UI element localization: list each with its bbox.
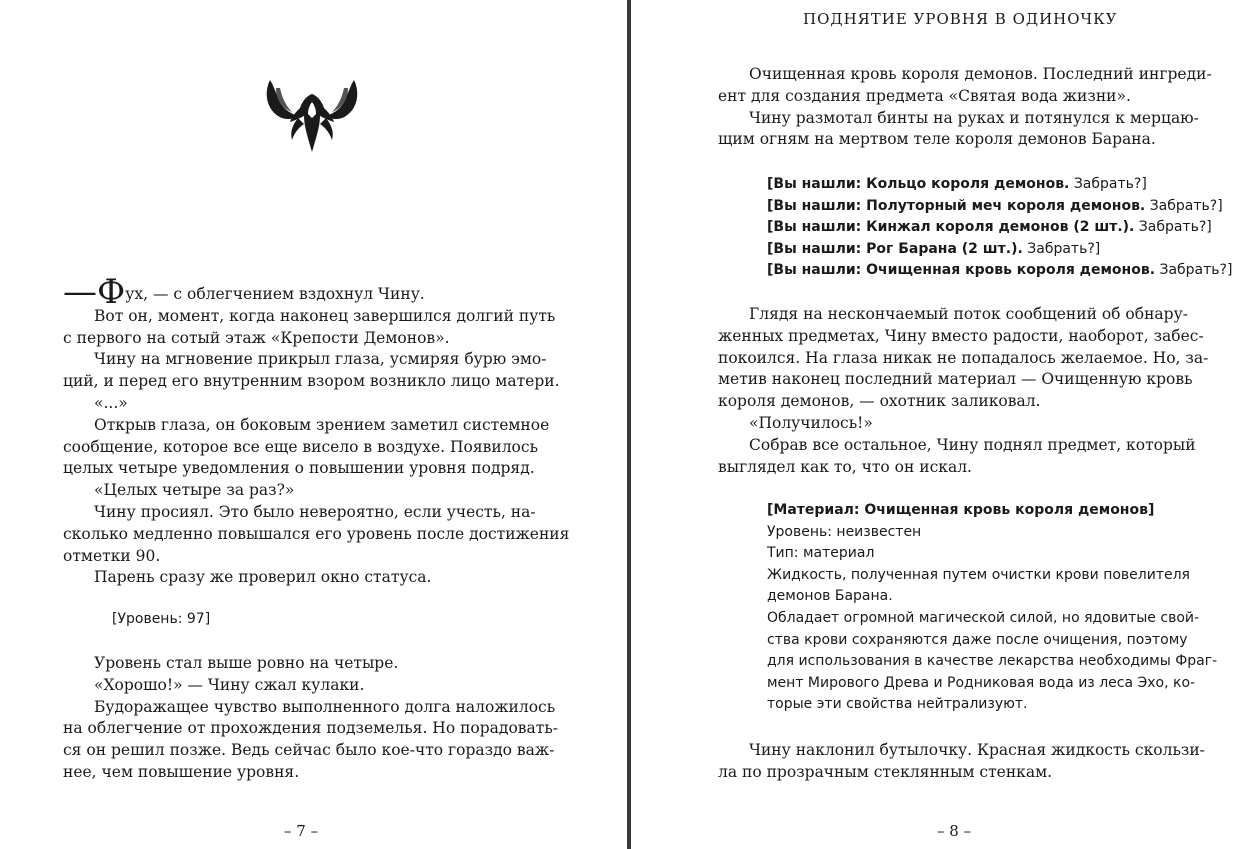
material-line: Тип: материал <box>767 545 875 562</box>
material-line: Жидкость, полученная путем очистки крови повелителя <box>767 566 1190 583</box>
text-line: с первого на сотый этаж «Крепости Демонов». <box>63 328 450 347</box>
system-level-text: [Уровень: 97] <box>112 611 211 627</box>
material-line: демонов Барана. <box>767 588 893 605</box>
running-head: ПОДНЯТИЕ УРОВНЯ В ОДИНОЧКУ <box>803 10 1118 28</box>
text-line: Чину наклонил бутылочку. Красная жидкость скользи- <box>749 741 1205 759</box>
right-page <box>633 0 1250 849</box>
text-line: ла по прозрачным стеклянным стенкам. <box>718 762 1053 781</box>
found-item-bold: [Вы нашли: Рог Барана (2 шт.). <box>767 240 1023 257</box>
text-line: ент для создания предмета «Святая вода жизни». <box>718 86 1131 105</box>
found-item <box>767 174 1232 196</box>
text-line: Очищенная кровь короля демонов. Последний ингреди- <box>749 65 1212 83</box>
text-line: «Хорошо!» — Чину сжал кулаки. <box>94 675 365 694</box>
text-line: отметки 90. <box>63 546 161 565</box>
page-number: – 7 – <box>284 822 319 840</box>
text-line: короля демонов, — охотник заликовал. <box>718 392 1041 411</box>
found-item-bold: [Вы нашли: Полуторный меч короля демонов. <box>767 197 1146 214</box>
text-line: Чину размотал бинты на руках и потянулся к мерцаю- <box>749 108 1199 127</box>
found-item <box>767 239 1232 261</box>
material-title: [Материал: Очищенная кровь короля демонов] <box>767 502 1155 518</box>
page-number: – 8 – <box>937 822 972 840</box>
text-line: выглядел как то, что он искал. <box>718 457 972 476</box>
text-line: Глядя на нескончаемый поток сообщений об обнару- <box>749 305 1188 323</box>
material-line: мент Мирового Древа и Родниковая вода из леса Эхо, ко- <box>767 674 1196 691</box>
text-line: Парень сразу же проверил окно статуса. <box>94 568 432 587</box>
text-line: женных предметах, Чину вместо радости, наоборот, забес- <box>718 326 1204 345</box>
demon-emblem-icon <box>262 74 362 156</box>
text-line: ций, и перед его внутренним взором возникло лицо матери. <box>63 372 560 391</box>
text-line: метив наконец последний материал — Очищенную кровь <box>718 370 1193 389</box>
first-line <box>63 272 540 312</box>
right-text-block-2 <box>718 304 1209 478</box>
right-text-block-1 <box>718 64 1212 151</box>
text-line: Чину на мгновение прикрыл глаза, усмиряя бурю эмо- <box>94 350 547 369</box>
text-line: «Целых четыре за раз?» <box>94 481 295 500</box>
text-line: «...» <box>94 393 128 412</box>
text-line: Чину просиял. Это было невероятно, если учесть, на- <box>94 502 536 521</box>
material-line: Уровень: неизвестен <box>767 523 922 540</box>
text-line: Вот он, момент, когда наконец завершился долгий путь <box>94 306 556 325</box>
text-line: нее, чем повышение уровня. <box>63 762 300 781</box>
book-spine <box>627 0 631 849</box>
material-info-box <box>767 500 1217 716</box>
text-line: целых четыре уведомления о повышении уровня подряд. <box>63 459 535 478</box>
material-line: для использования в качестве лекарства необходимы Фраг- <box>767 653 1218 670</box>
text-line: Открыв глаза, он боковым зрением заметил системное <box>94 415 550 434</box>
found-item-prompt: Забрать?] <box>1134 219 1212 236</box>
found-item-prompt: Забрать?] <box>1155 262 1233 279</box>
found-item-bold: [Вы нашли: Кольцо короля демонов. <box>767 176 1070 192</box>
found-item-prompt: Забрать?] <box>1145 197 1223 214</box>
text-line: сообщение, которое все еще висело в воздухе. Появилось <box>63 437 539 456</box>
right-text-block-3 <box>718 740 1205 784</box>
system-level-message <box>112 609 210 631</box>
text-line: «Получилось!» <box>749 413 873 432</box>
material-line: ства крови сохраняются даже после очищения, поэтому <box>767 631 1188 648</box>
text-line: Уровень стал выше ровно на четыре. <box>94 654 399 672</box>
material-line: торые эти свойства нейтрализуют. <box>767 696 1028 713</box>
dropcap-dash: — <box>63 272 97 312</box>
left-text-block-1 <box>63 272 570 589</box>
found-item-prompt: Забрать?] <box>1069 176 1147 192</box>
first-line-rest: ух, — с облегчением вздохнул Чину. <box>125 285 425 303</box>
text-line: сколько медленно повышался его уровень после достижения <box>63 524 570 543</box>
text-line: Собрав все остальное, Чину поднял предмет, который <box>749 435 1196 454</box>
found-item-bold: [Вы нашли: Кинжал короля демонов (2 шт.). <box>767 219 1135 236</box>
found-item-bold: [Вы нашли: Очищенная кровь короля демонов. <box>767 262 1156 279</box>
text-line: ся он решил позже. Ведь сейчас было кое-что гораздо важ- <box>63 741 555 760</box>
text-line: щим огням на мертвом теле короля демонов Барана. <box>718 130 1156 149</box>
material-line: Обладает огромной магической силой, но ядовитые свой- <box>767 609 1200 626</box>
found-item <box>767 260 1232 282</box>
text-line: покоился. На глаза никак не попадалось желаемое. Но, за- <box>718 348 1209 367</box>
found-items-list <box>767 174 1232 282</box>
found-item-prompt: Забрать?] <box>1022 240 1101 257</box>
text-line: на облегчение от прохождения подземелья. Но порадовать- <box>63 719 558 738</box>
text-line: Будоражащее чувство выполненного долга наложилось <box>94 697 556 716</box>
found-item <box>767 196 1232 218</box>
dropcap-letter: Ф <box>97 272 126 312</box>
left-text-block-2 <box>63 653 558 784</box>
found-item <box>767 217 1232 239</box>
